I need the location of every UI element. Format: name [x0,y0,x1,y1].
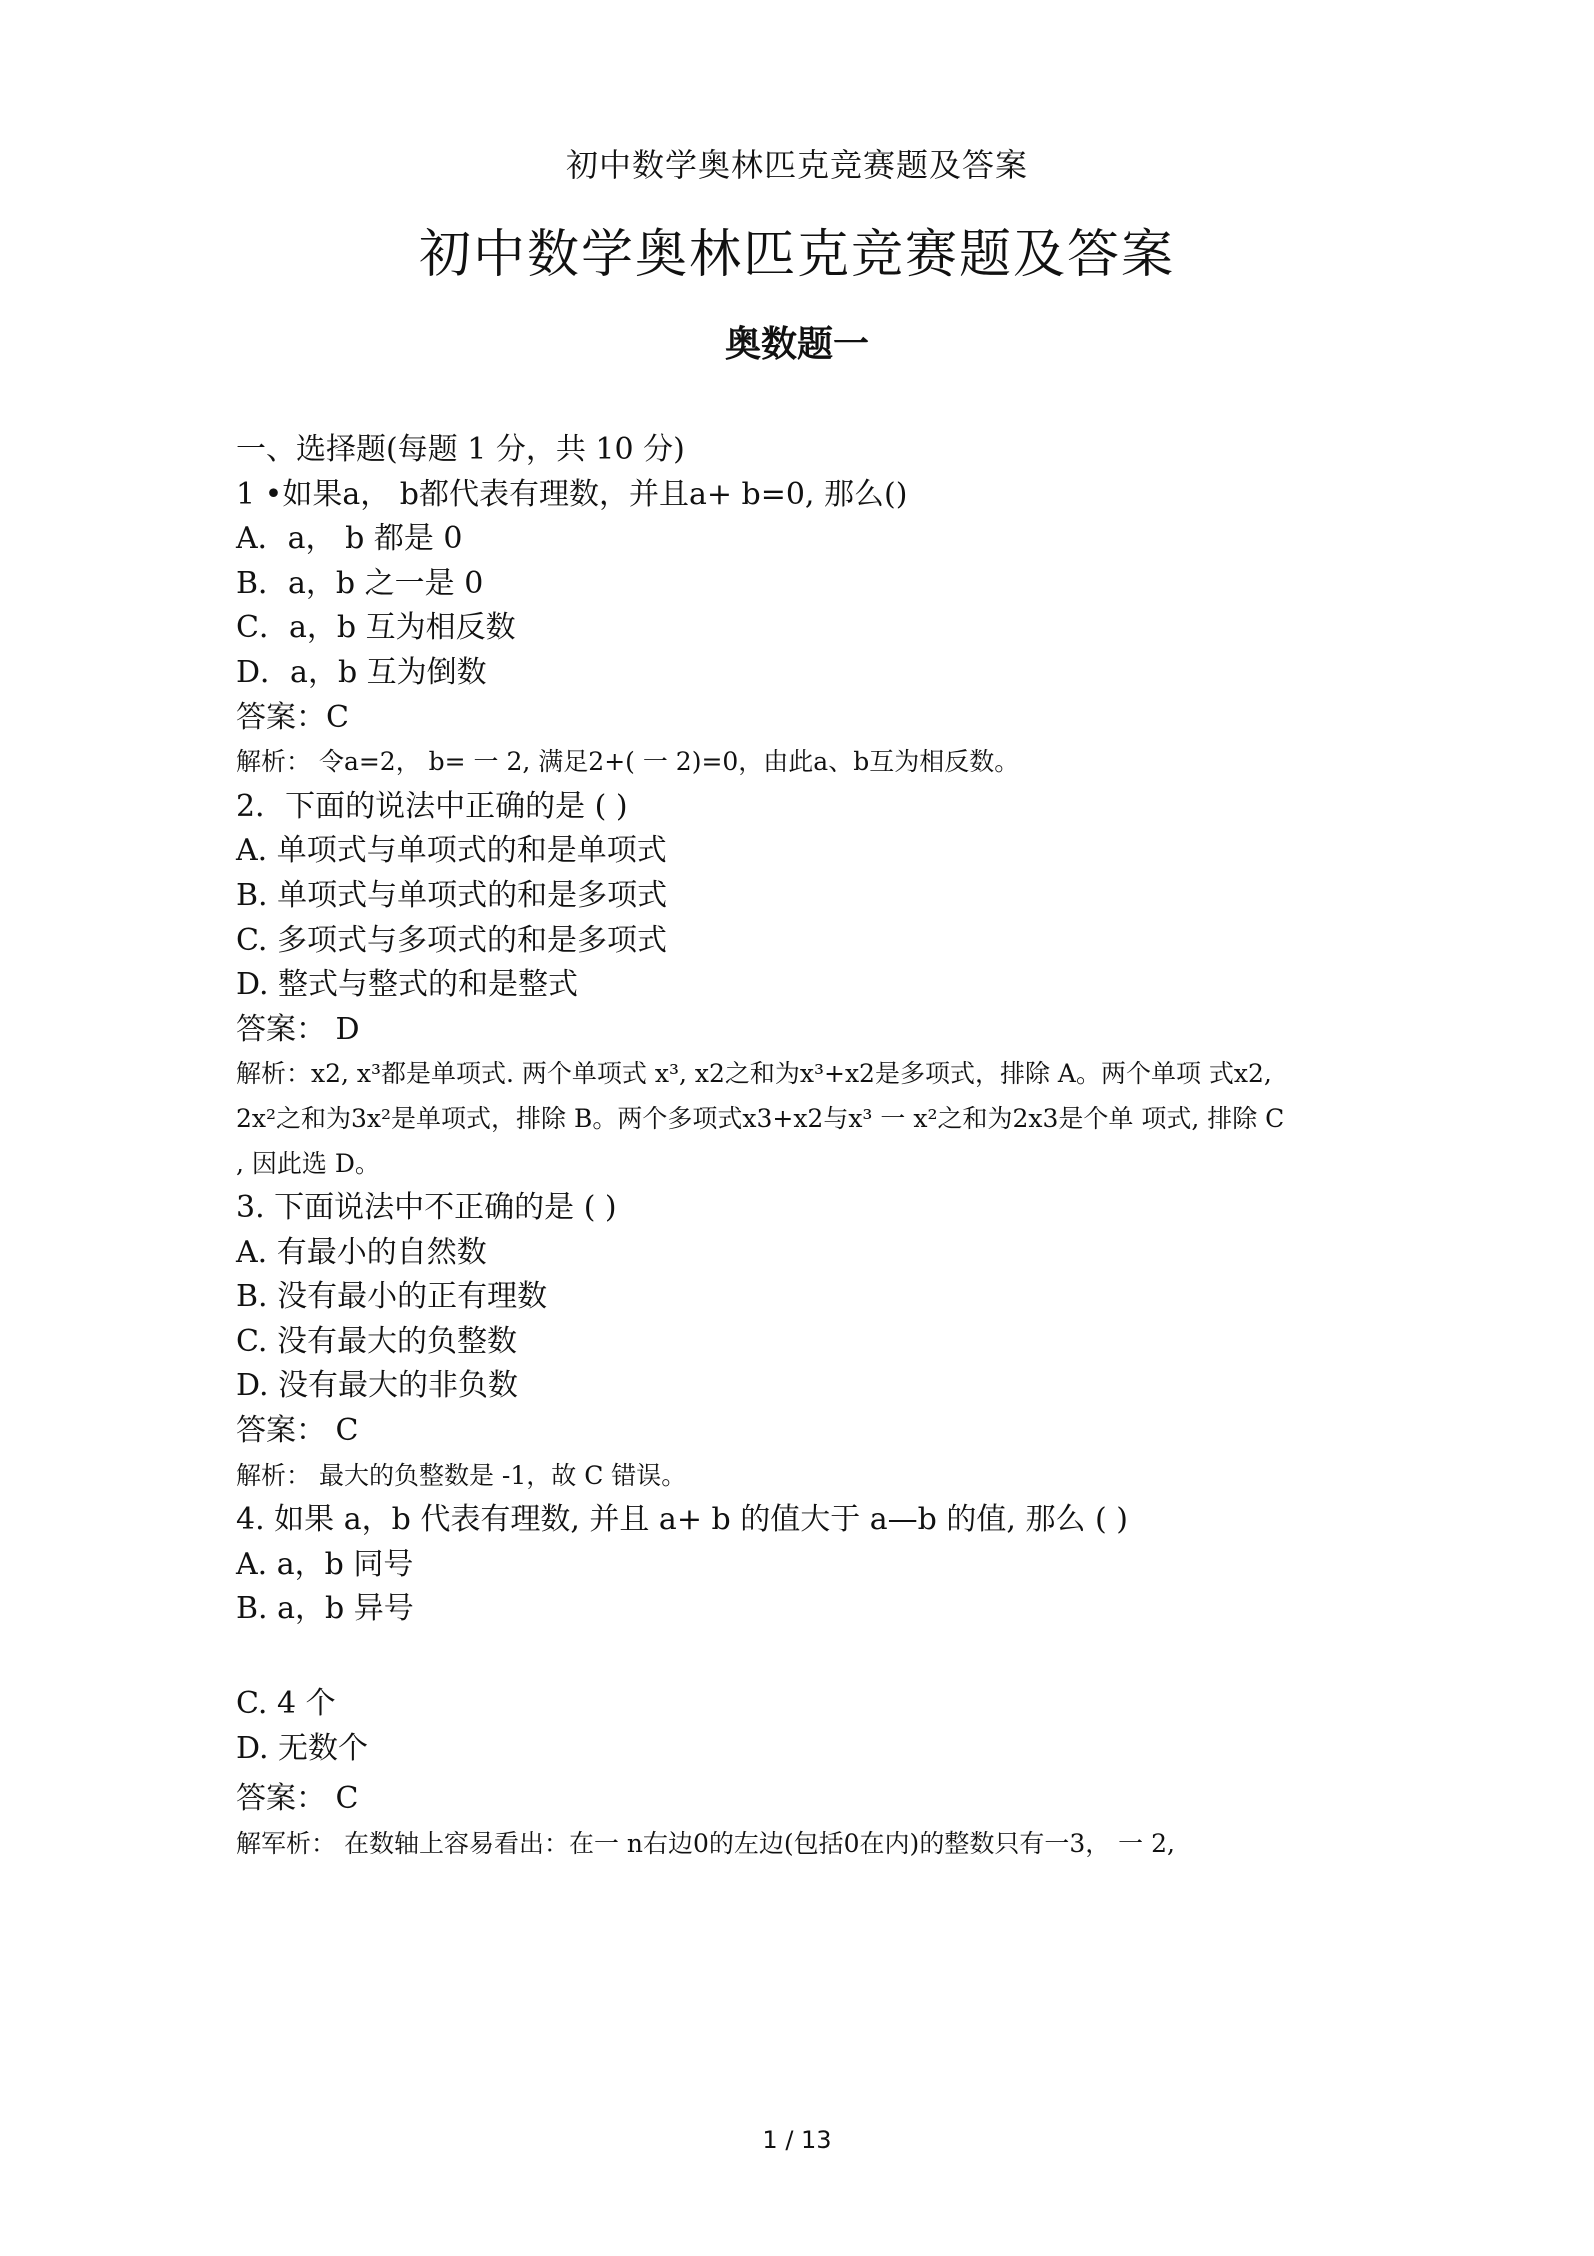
question-4: 4. 如果 a，b 代表有理数, 并且 a+ b 的值大于 a—b 的值, 那么 ( ) [236,1502,1128,1538]
answer: 答案： C [236,1413,359,1449]
question-1: 1 •如果a， b都代表有理数，并且a+ b=0, 那么() [236,476,908,512]
option-b: B. 单项式与单项式的和是多项式 [236,877,668,913]
option-c: C. 没有最大的负整数 [236,1323,517,1359]
explanation: 解军析： 在数轴上容易看出：在一 n右边0的左边(包括0在内)的整数只有一3， 一 2, [236,1828,1175,1858]
option-d: D. 整式与整式的和是整式 [236,967,579,1003]
option-a: A. 有最小的自然数 [236,1234,487,1270]
option-c: C. 4 个 [236,1686,336,1722]
answer: 答案：C [236,699,349,735]
option-c: C. 多项式与多项式的和是多项式 [236,922,667,958]
answer: 答案： C [236,1781,359,1817]
explanation: 解析： 令a=2， b= 一 2, 满足2+( 一 2)=0，由此a、b互为相反数。 [236,747,1020,777]
option-b: B．a，b 之一是 0 [236,565,484,601]
answer: 答案： D [236,1011,360,1047]
option-a: A．a， b 都是 0 [236,521,463,557]
section-subtitle: 奥数题一 [724,324,869,365]
option-a: A. a，b 同号 [236,1546,414,1582]
running-header: 初中数学奥林匹克竞赛题及答案 [565,146,1028,184]
option-c: C．a，b 互为相反数 [236,610,516,646]
question-3: 3. 下面说法中不正确的是 ( ) [236,1190,617,1226]
page-number: 1 / 13 [762,2126,832,2154]
option-b: B. a，b 异号 [236,1591,414,1627]
option-d: D. 无数个 [236,1730,369,1766]
explanation: 解析：x2, x³都是单项式. 两个单项式 x³, x2之和为x³+x2是多项式，排除 A。两个单项 式x2, [236,1059,1272,1089]
option-b: B. 没有最小的正有理数 [236,1279,548,1315]
explanation-cont: 2x²之和为3x²是单项式，排除 B。两个多项式x3+x2与x³ 一 x²之和为2x3是个单 项式, 排除 C [236,1103,1285,1133]
option-d: D. 没有最大的非负数 [236,1368,519,1404]
option-d: D．a，b 互为倒数 [236,654,487,690]
option-a: A. 单项式与单项式的和是单项式 [236,833,667,869]
explanation-cont: , 因此选 D。 [236,1148,380,1178]
document-title: 初中数学奥林匹克竞赛题及答案 [418,225,1175,285]
explanation: 解析： 最大的负整数是 -1，故 C 错误。 [236,1460,687,1490]
document-body [236,428,1356,1866]
question-2: 2．下面的说法中正确的是 ( ) [236,788,628,824]
section-heading: 一、选择题(每题 1 分，共 10 分) [236,432,685,467]
